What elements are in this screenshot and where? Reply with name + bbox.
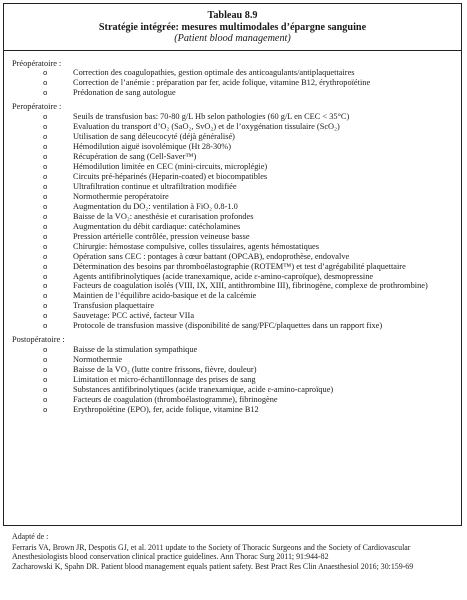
- list-item: [12, 301, 453, 311]
- bullet-icon: o: [43, 162, 48, 172]
- list-item: [12, 172, 453, 182]
- bullet-icon: o: [43, 355, 48, 365]
- bullet-icon: o: [43, 122, 48, 132]
- list-item-text: Circuits pré-héparinés (Heparin-coated) et biocompatibles: [73, 171, 268, 181]
- section-peroperative: [12, 102, 453, 331]
- list-item: [12, 291, 453, 301]
- list-item-text: Evaluation du transport d’O₂ (SaO₂, SvO₂) et de l’oxygénation tissulaire (ScO₂): [73, 122, 340, 132]
- list-item-text: Maintien de l’équilibre acido-basique et de la calcémie: [73, 291, 257, 301]
- list-item: [12, 182, 453, 192]
- table-frame: [3, 3, 462, 526]
- list-item-text: Substances antifibrinolytiques (acide tranexamique, acide ε-amino-caproïque): [73, 385, 334, 394]
- bullet-icon: o: [43, 375, 48, 385]
- bullet-icon: o: [43, 142, 48, 152]
- list-item-text: Baisse de la VO₂ (lutte contre frissons, fièvre, douleur): [73, 365, 257, 375]
- list-item: [12, 355, 453, 365]
- bullet-icon: o: [43, 88, 48, 98]
- bullet-icon: o: [43, 171, 48, 181]
- table-subtitle-plain: Stratégie intégrée: mesures multimodales d’épargne sanguine: [98, 21, 367, 33]
- bullet-icon: o: [43, 404, 48, 414]
- list-item-text: Hémodilution aiguë isovolémique (Ht 28-30%): [73, 142, 232, 152]
- list-item: [12, 385, 453, 395]
- list-item: [12, 152, 453, 162]
- bullet-icon: o: [43, 112, 48, 122]
- bullet-icon: o: [43, 271, 48, 281]
- list-item: [12, 162, 453, 172]
- bullet-icon: o: [43, 181, 48, 191]
- list-item-text: Facteurs de coagulation (thromboélastogramme), fibrinogène: [73, 394, 278, 404]
- list-item: [12, 78, 453, 88]
- bullet-icon: o: [43, 345, 48, 355]
- list-item-text: Normothermie: [73, 355, 123, 365]
- bullet-icon: o: [43, 281, 48, 291]
- list-item: [12, 222, 453, 232]
- adapted-label: Adapté de :: [12, 532, 49, 541]
- list-item-text: Correction des coagulopathies, gestion optimale des anticoagulants/antiplaquettaires: [73, 68, 355, 78]
- bullet-icon: o: [43, 201, 48, 211]
- table-subtitle: [4, 22, 461, 34]
- bullet-icon: o: [43, 394, 48, 404]
- list-item-text: Opération sans CEC : pontages à cœur battant (OPCAB), endoprothèse, endovalve: [73, 251, 350, 261]
- list-item: [12, 272, 453, 282]
- bullet-icon: o: [43, 221, 48, 231]
- list-item-text: Pression artérielle contrôlée, pression veineuse basse: [73, 231, 250, 241]
- list-item-text: Facteurs de coagulation isolés (VIII, IX, XIII, antithrombine III), fibrinogène, complexe de prothrombine): [73, 281, 428, 291]
- bullet-icon: o: [43, 78, 48, 88]
- bullet-icon: o: [43, 311, 48, 321]
- bullet-icon: o: [43, 211, 48, 221]
- item-list: [12, 345, 453, 415]
- bullet-icon: o: [43, 241, 48, 251]
- list-item-text: Chirurgie: hémostase compulsive, colles tissulaires, agents hémostatiques: [73, 241, 319, 251]
- list-item-text: Détermination des besoins par thromboélastographie (ROTEM™) et test d’agrégabilité plaquettaire: [73, 261, 406, 271]
- item-list: [12, 112, 453, 331]
- list-item-text: Transfusion plaquettaire: [73, 301, 155, 311]
- bullet-icon: o: [43, 132, 48, 142]
- list-item-text: Augmentation du DO₂: ventilation à FiO₂ 0.8-1.0: [73, 201, 238, 211]
- section-heading: Peropératoire :: [12, 102, 62, 112]
- list-item: [12, 281, 453, 291]
- list-item-text: Récupération de sang (Cell-Saver™): [73, 152, 197, 162]
- bullet-icon: o: [43, 291, 48, 301]
- list-item-text: Protocole de transfusion massive (disponibilité de sang/PFC/plaquettes dans un rapport fixe): [73, 321, 383, 331]
- list-item-text: Seuils de transfusion bas: 70-80 g/L Hb selon pathologies (60 g/L en CEC < 35°C): [73, 112, 350, 122]
- reference-2: Zacharowski K, Spahn DR. Patient blood management equals patient safety. Best Pract Res Clin Anaesthesiol 2016; 30:159-69: [12, 562, 414, 572]
- item-list: [12, 68, 453, 98]
- list-item: [12, 192, 453, 202]
- table-body: [4, 51, 461, 415]
- list-item: [12, 321, 453, 331]
- list-item: [12, 242, 453, 252]
- list-item: [12, 365, 453, 375]
- bullet-icon: o: [43, 251, 48, 261]
- list-item: [12, 112, 453, 122]
- section-heading: Postopératoire :: [12, 335, 65, 345]
- list-item: [12, 88, 453, 98]
- list-item-text: Normothermie peropératoire: [73, 191, 169, 201]
- bullet-icon: o: [43, 365, 48, 375]
- list-item-text: Sauvetage: PCC activé, facteur VIIa: [73, 311, 195, 321]
- bullet-icon: o: [43, 68, 48, 78]
- list-item-text: Correction de l’anémie : préparation par fer, acide folique, vitamine B12, érythropoïétine: [73, 78, 371, 88]
- list-item: [12, 375, 453, 385]
- list-item: [12, 345, 453, 355]
- list-item: [12, 212, 453, 222]
- list-item-text: Ultrafiltration continue et ultrafiltration modifiée: [73, 181, 237, 191]
- list-item: [12, 405, 453, 415]
- list-item-text: Utilisation de sang déleucocyté (déjà généralisé): [73, 132, 235, 142]
- list-item-text: Erythropoïétine (EPO), fer, acide folique, vitamine B12: [73, 404, 259, 414]
- bullet-icon: o: [43, 301, 48, 311]
- section-preoperative: [12, 59, 453, 99]
- references: [12, 532, 464, 572]
- bullet-icon: o: [43, 191, 48, 201]
- list-item-text: Augmentation du débit cardiaque: catécholamines: [73, 221, 241, 231]
- section-postoperative: [12, 335, 453, 415]
- reference-1: Ferraris VA, Brown JR, Despotis GJ, et al. 2011 update to the Society of Thoracic Surgeons and the Society of Cardiovascular Anesthesiologists blood conservation clinical practice guidelines. Ann Thorac Surg 2011; 91:944-82: [12, 542, 411, 562]
- list-item: [12, 395, 453, 405]
- bullet-icon: o: [43, 152, 48, 162]
- list-item-text: Hémodilution limitée en CEC (mini-circuits, microplégie): [73, 162, 268, 172]
- list-item: [12, 252, 453, 262]
- list-item-text: Baisse de la VO₂: anesthésie et curarisation profondes: [73, 211, 254, 221]
- list-item-text: Baisse de la stimulation sympathique: [73, 345, 198, 355]
- list-item: [12, 262, 453, 272]
- list-item: [12, 122, 453, 132]
- table-title: Tableau 8.9: [207, 10, 258, 21]
- list-item: [12, 232, 453, 242]
- list-item: [12, 142, 453, 152]
- list-item: [12, 68, 453, 78]
- section-heading: Préopératoire :: [12, 58, 62, 68]
- bullet-icon: o: [43, 321, 48, 331]
- list-item: [12, 311, 453, 321]
- list-item-text: Agents antifibrinolytiques (acide tranexamique, acide ε-amino-caproïque), desmopressine: [73, 271, 374, 281]
- table-header: [4, 4, 461, 51]
- list-item: [12, 132, 453, 142]
- list-item-text: Prédonation de sang autologue: [73, 88, 176, 98]
- table-subtitle-italic: (Patient blood management): [174, 33, 291, 44]
- list-item-text: Limitation et micro-échantillonnage des prises de sang: [73, 375, 256, 385]
- bullet-icon: o: [43, 385, 48, 394]
- bullet-icon: o: [43, 261, 48, 271]
- bullet-icon: o: [43, 231, 48, 241]
- list-item: [12, 202, 453, 212]
